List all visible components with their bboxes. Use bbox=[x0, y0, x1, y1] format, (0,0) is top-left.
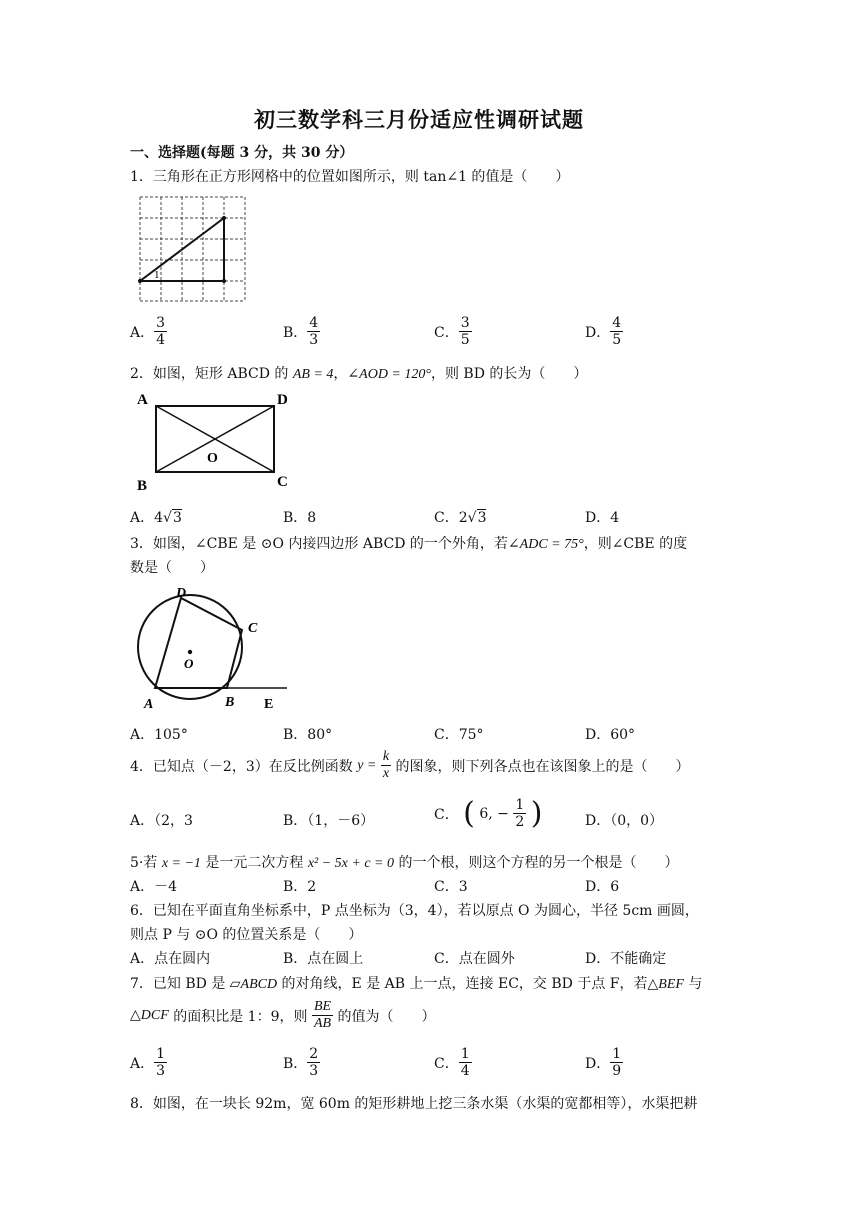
question-4-stem: 4．已知点（－2，3）在反比例函数 y = $\frac{k}{x}$ 的图象，则下列各点也在该图象上的是（ ） bbox=[130, 749, 690, 782]
question-4-option-a: A．（2，3 bbox=[130, 813, 193, 829]
question-2-option-b: B．8 bbox=[283, 510, 317, 526]
question-1-option-c: C． $\frac{3}{5}$ bbox=[434, 315, 470, 349]
question-5-option-d: D．6 bbox=[585, 879, 620, 895]
question-2-option-d: D．4 bbox=[585, 510, 620, 526]
label-b: B bbox=[137, 478, 148, 494]
question-3-option-c: C．75° bbox=[434, 727, 484, 743]
question-5-option-b: B．2 bbox=[283, 879, 317, 895]
question-3-circle-figure bbox=[130, 584, 290, 716]
label-c: C bbox=[248, 621, 258, 636]
angle-1-label: 1 bbox=[154, 269, 160, 281]
question-4-option-d: D．（0，0） bbox=[585, 813, 664, 829]
page-title: 初三数学科三月份适应性调研试题 bbox=[254, 107, 584, 132]
label-a: A bbox=[144, 697, 154, 712]
label-a: A bbox=[137, 392, 148, 408]
question-7-option-d: D． $\frac{1}{9}$ bbox=[585, 1046, 622, 1080]
question-8-stem-line1: 8．如图，在一块长 92m，宽 60m 的矩形耕地上挖三条水渠（水渠的宽都相等），水渠把耕 bbox=[130, 1096, 698, 1112]
question-1-grid-figure bbox=[136, 193, 250, 305]
question-5-option-c: C．3 bbox=[434, 879, 468, 895]
question-2-rectangle-figure bbox=[134, 388, 294, 496]
label-c: C bbox=[277, 474, 288, 490]
question-1-stem: 1．三角形在正方形网格中的位置如图所示，则 tan∠1 的值是（ ） bbox=[130, 169, 570, 185]
label-d: D bbox=[176, 586, 187, 601]
question-3-stem-line1: 3．如图，∠CBE 是 ⊙O 内接四边形 ABCD 的一个外角，若∠ADC = 75°，则∠CBE 的度 bbox=[130, 536, 688, 552]
label-e: E bbox=[264, 697, 274, 712]
question-2-option-a: A．4√3 bbox=[130, 510, 182, 526]
question-6-option-c: C．点在圆外 bbox=[434, 951, 515, 967]
question-2-stem: 2．如图，矩形 ABCD 的 AB = 4，∠AOD = 120°，则 BD 的长为（ ） bbox=[130, 366, 588, 382]
question-3-option-b: B．80° bbox=[283, 727, 333, 743]
question-7-stem-line2: △DCF 的面积比是 1：9，则 $\frac{BE}{AB}$ 的值为（ ） bbox=[130, 999, 436, 1032]
section-heading: 一、选择题(每题 3 分，共 30 分） bbox=[130, 145, 354, 161]
question-2-option-c: C．2√3 bbox=[434, 510, 487, 526]
question-3-option-d: D．60° bbox=[585, 727, 636, 743]
question-1-option-a: A． $\frac{3}{4}$ bbox=[130, 315, 166, 349]
question-6-stem-line1: 6．已知在平面直角坐标系中，P 点坐标为（3，4），若以原点 O 为圆心，半径 5cm 画圆， bbox=[130, 903, 699, 919]
question-1-option-b: B． $\frac{4}{3}$ bbox=[283, 315, 319, 349]
label-o: O bbox=[207, 451, 218, 466]
question-3-option-a: A．105° bbox=[130, 727, 188, 743]
question-4-option-c: C． ( 6, − $\frac{1}{2}$ ) bbox=[434, 796, 543, 831]
question-3-stem-line2: 数是（ ） bbox=[130, 560, 214, 576]
label-d: D bbox=[277, 392, 288, 408]
question-7-option-b: B． $\frac{2}{3}$ bbox=[283, 1046, 319, 1080]
question-6-option-a: A．点在圆内 bbox=[130, 951, 211, 967]
question-5-stem: 5·若 x = −1 是一元二次方程 x² − 5x + c = 0 的一个根，则这个方程的另一个根是（ ） bbox=[130, 855, 679, 871]
question-1-option-d: D． $\frac{4}{5}$ bbox=[585, 315, 622, 349]
question-7-option-a: A． $\frac{1}{3}$ bbox=[130, 1046, 166, 1080]
question-6-stem-line2: 则点 P 与 ⊙O 的位置关系是（ ） bbox=[130, 927, 363, 943]
question-7-stem-line1: 7．已知 BD 是 ▱ABCD 的对角线，E 是 AB 上一点，连接 EC，交 BD 于点 F，若△BEF 与 bbox=[130, 976, 703, 992]
label-b: B bbox=[225, 695, 235, 710]
question-6-option-b: B．点在圆上 bbox=[283, 951, 364, 967]
question-4-option-b: B．（1，－6） bbox=[283, 813, 375, 829]
question-7-option-c: C． $\frac{1}{4}$ bbox=[434, 1046, 470, 1080]
question-6-option-d: D．不能确定 bbox=[585, 951, 667, 967]
label-o: O bbox=[184, 656, 194, 671]
question-5-option-a: A．－4 bbox=[130, 879, 178, 895]
